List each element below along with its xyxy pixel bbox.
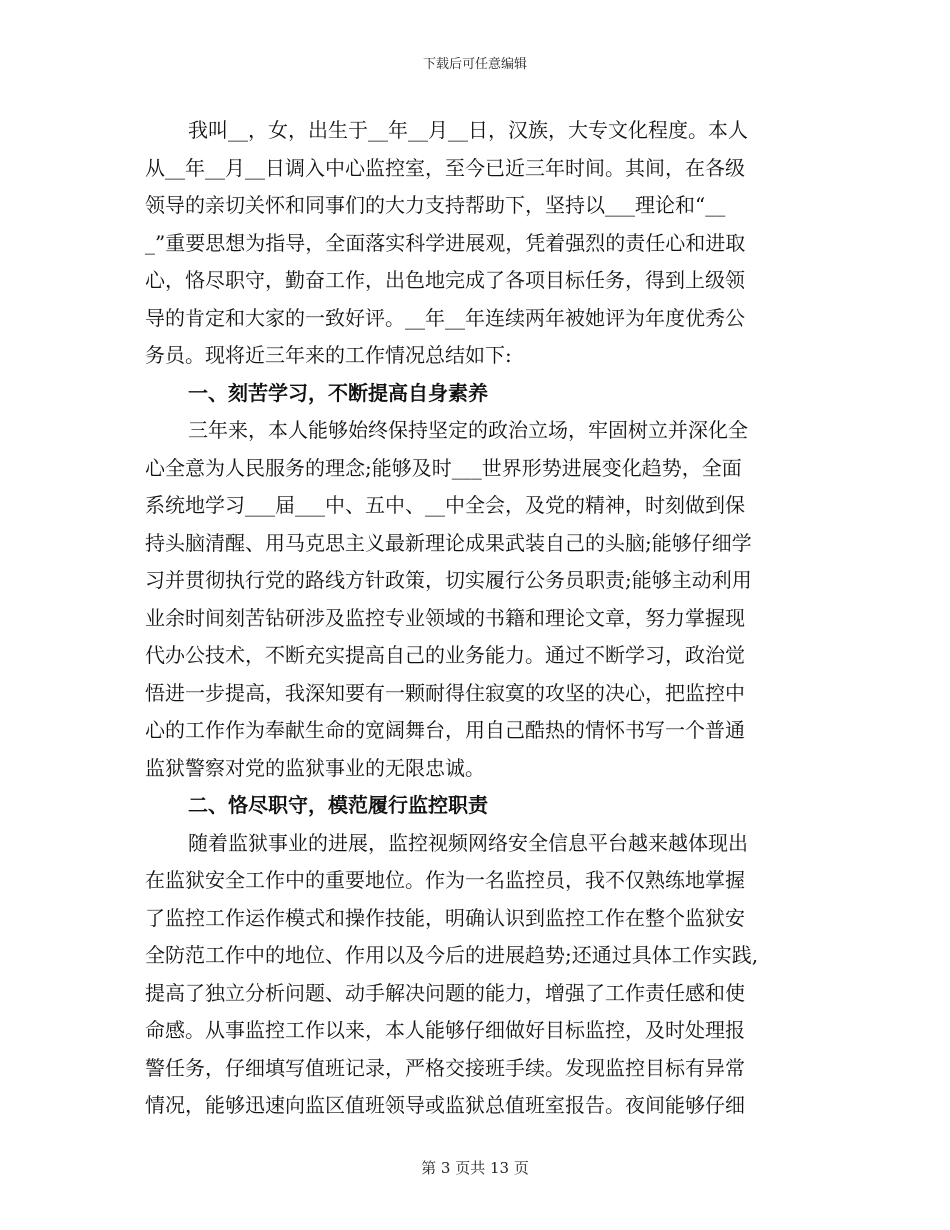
page-footer: 第 3 页共 13 页 xyxy=(421,1159,529,1177)
text-line: 务员。现将近三年来的工作情况总结如下: xyxy=(145,343,512,367)
text-line: 导的肯定和大家的一致好评。__年__年连续两年被她评为年度优秀公 xyxy=(145,305,745,330)
text-line: 心的工作作为奉献生命的宽阔舞台，用自己酷热的情怀书写一个普通 xyxy=(145,718,745,742)
section-heading: 二、恪尽职守，模范履行监控职责 xyxy=(188,793,488,817)
text-line: 习并贯彻执行党的路线方针政策，切实履行公务员职责;能够主动利用 xyxy=(145,568,752,592)
text-line: 警任务，仔细填写值班记录，严格交接班手续。发现监控目标有异常 xyxy=(145,1055,745,1080)
text-line: 了监控工作运作模式和操作技能，明确认识到监控工作在整个监狱安 xyxy=(145,905,745,930)
text-line: 我叫__，女，出生于__年__月__日，汉族，大专文化程度。本人 xyxy=(188,118,748,142)
text-line: 提高了独立分析问题、动手解决问题的能力，增强了工作责任感和使 xyxy=(145,980,745,1005)
text-line: 心，恪尽职守，勤奋工作，出色地完成了各项目标任务，得到上级领 xyxy=(145,268,745,292)
text-line: 命感。从事监控工作以来，本人能够仔细做好目标监控，及时处理报 xyxy=(145,1018,745,1042)
text-line: 全防范工作中的地位、作用以及今后的进展趋势;还通过具体工作实践, xyxy=(145,943,759,967)
text-line: 代办公技术，不断充实提高自己的业务能力。通过不断学习，政治觉 xyxy=(145,643,745,667)
text-line: 在监狱安全工作中的重要地位。作为一名监控员，我不仅熟练地掌握 xyxy=(145,868,745,892)
text-line: 心全意为人民服务的理念;能够及时___世界形势进展变化趋势，全面 xyxy=(145,455,742,480)
document-body xyxy=(145,112,803,1125)
text-line: 情况，能够迅速向监区值班领导或监狱总值班室报告。夜间能够仔细 xyxy=(145,1093,745,1117)
text-line: 领导的亲切关怀和同事们的大力支持帮助下，坚持以___理论和“__ xyxy=(145,193,726,217)
text-line: 从__年__月__日调入中心监控室，至今已近三年时间。其间，在各级 xyxy=(145,155,745,180)
text-line: 系统地学习___届___中、五中、__中全会，及党的精神，时刻做到保 xyxy=(145,493,745,517)
section-heading: 一、刻苦学习，不断提高自身素养 xyxy=(188,380,488,405)
text-line: 悟进一步提高，我深知要有一颗耐得住寂寞的攻坚的决心，把监控中 xyxy=(145,680,745,705)
page-header: 下载后可任意编辑 xyxy=(422,57,527,72)
text-line: 随着监狱事业的进展，监控视频网络安全信息平台越来越体现出 xyxy=(188,830,748,855)
text-line: 监狱警察对党的监狱事业的无限忠诚。 xyxy=(145,755,485,780)
text-line: 三年来，本人能够始终保持坚定的政治立场，牢固树立并深化全 xyxy=(188,418,748,442)
text-line: 业余时间刻苦钻研涉及监控专业领域的书籍和理论文章，努力掌握现 xyxy=(145,605,745,630)
text-line: 持头脑清醒、用马克思主义最新理论成果武装自己的头脑;能够仔细学 xyxy=(145,530,752,555)
text-line: _”重要思想为指导，全面落实科学进展观，凭着强烈的责任心和进取 xyxy=(145,230,746,255)
